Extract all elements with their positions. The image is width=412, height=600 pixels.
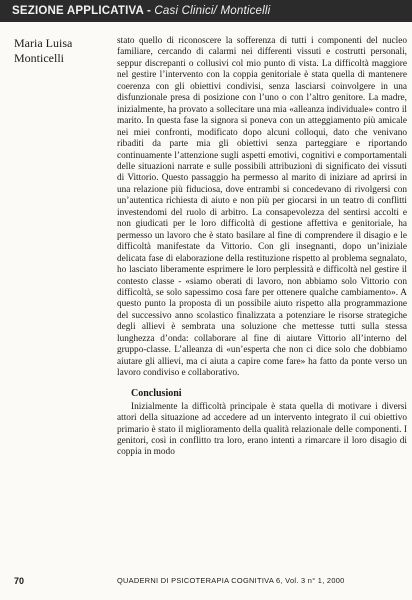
section-header [0, 0, 412, 22]
page-number: 70 [14, 576, 25, 586]
article-body [117, 36, 407, 459]
journal-citation: QUADERNI DI PSICOTERAPIA COGNITIVA 6, Vol. 3 n° 1, 2000 [117, 576, 345, 585]
author-name [14, 36, 104, 66]
page-footer [0, 574, 412, 588]
section-label: SEZIONE APPLICATIVA - [12, 5, 155, 17]
author-first-name: Maria Luisa [14, 36, 73, 50]
author-last-name: Monticelli [14, 51, 64, 65]
body-paragraph: stato quello di riconoscere la sofferenza di tutti i componenti del nucleo familiare, cercando di calarmi nei differenti vissuti e costrutti personali, seppur discrepanti o collusivi col mio punto di vista. La difficoltà maggiore nel gestire l’intervento con la coppia genitoriale è stata quella di mantenere coerenza con gli obiettivi condivisi, senza lasciarsi coinvolgere in una disfunzionale presa di posizione con l’uno o con l’altro genitore. La madre, inizialmente, ha provato a sollecitare una mia «alleanza individuale» contro il marito. In questa fase la signora si poneva con un atteggiamento più amicale nei miei confronti, modificato dopo alcuni colloqui, dato che venivano ribaditi da parte mia gli obiettivi senza parteggiare e riportando continuamente l’attenzione sugli aspetti emotivi, cognitivi e comportamentali delle situazioni narrate e sulle possibili attribuzioni di significato dei vissuti di Vittorio. Questo passaggio ha permesso al marito di iniziare ad aprirsi in una relazione più fiduciosa, dove entrambi si concedevano di rivolgersi con un’autentica richiesta di aiuto e non più per giocarsi in un teatro di conflitti investendomi del ruolo di arbitro. La consapevolezza del sentirsi accolti e non giudicati per le loro difficoltà di gestione affettiva e genitoriale, ha permesso un lavoro che è stato basilare al fine di comprendere il disagio e le difficoltà manifestate da Vittorio. Con gli insegnanti, dopo un’iniziale delicata fase di elaborazione della restituzione rispetto al problema segnalato, ho lasciato liberamente esprimere le loro perplessità e difficoltà nel gestire il contesto classe - «siamo oberati di lavoro, non abbiamo solo Vittorio con difficoltà, se solo sapessimo cosa fare per ottenere qualche cambiamento». A questo punto la proposta di un possibile aiuto rispetto alla programmazione del successivo anno scolastico finalizzata a potenziare le risorse strategiche degli allievi è sembrata una soluzione che mettesse tutti sulla stessa lunghezza d’onda: collaborare al fine di aiutare Vittorio all’interno del gruppo-classe. L’alleanza di «un’esperta che non ci dice solo che dobbiamo aiutare gli allievi, ma ci aiuta a capire come fare» ha fatto da ponte verso un lavoro condiviso e collaborativo. [117, 36, 407, 379]
body-paragraph: Inizialmente la difficoltà principale è stata quella di motivare i diversi attori della situazione ad accedere ad un intervento integrato il cui obiettivo primario è stato il miglioramento della qualità relazionale delle componenti. I genitori, così in conflitto tra loro, erano intenti a rimarcare il loro disagio di coppia in modo [117, 401, 407, 458]
section-heading: Conclusioni [131, 387, 182, 399]
subsection-label: Casi Clinici/ Monticelli [154, 5, 271, 17]
section-title [12, 0, 270, 22]
